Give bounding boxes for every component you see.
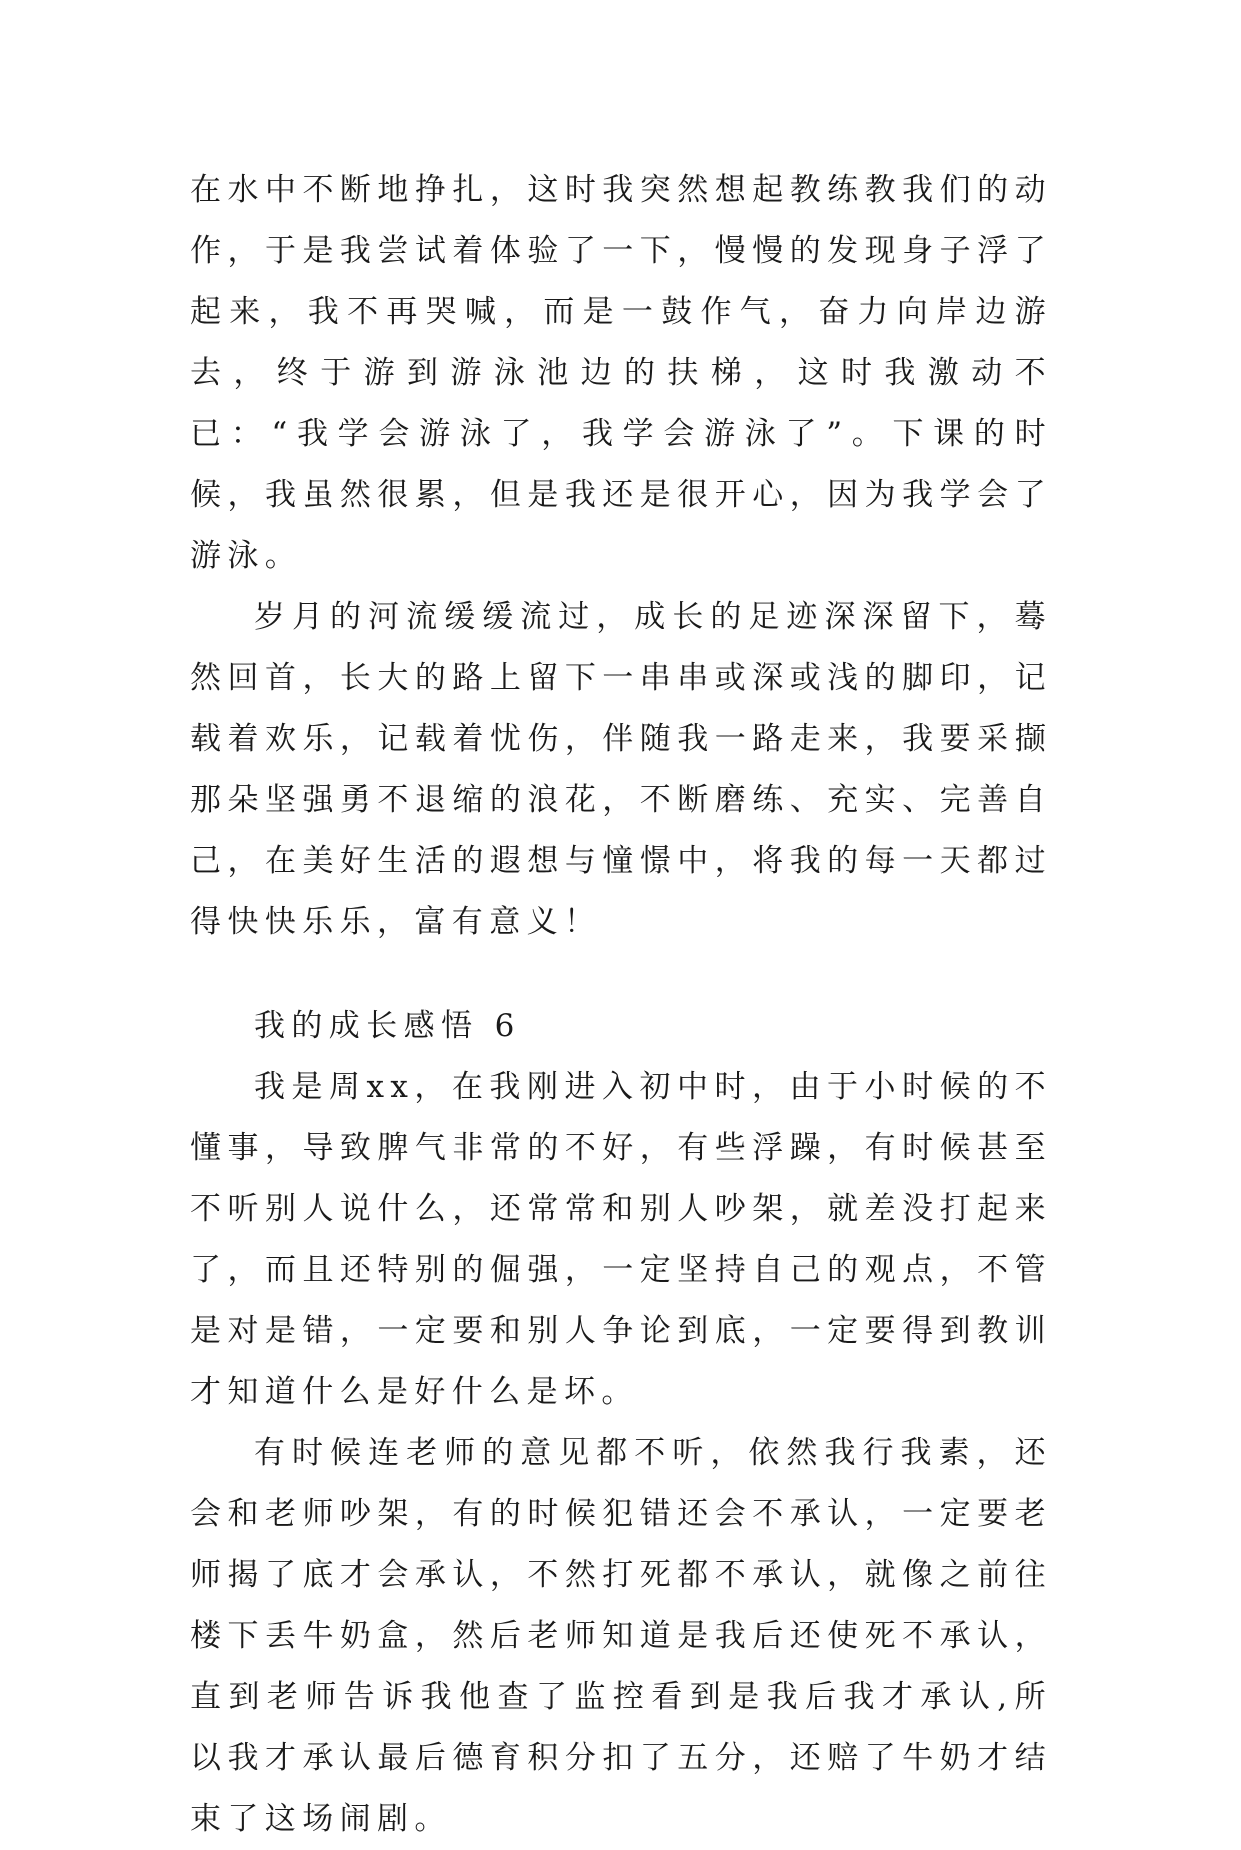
paragraph-reflection: 岁月的河流缓缓流过，成长的足迹深深留下，蓦然回首，长大的路上留下一串串或深或浅的脚印，记载着欢乐，记载着忧伤，伴随我一路走来，我要采撷那朵坚强勇不退缩的浪花，不断磨练、充实、完善自己，在美好生活的遐想与憧憬中，将我的每一天都过得快快乐乐，富有意义！ <box>190 599 1052 940</box>
paragraph-intro: 我是周xx，在我刚进入初中时，由于小时候的不懂事，导致脾气非常的不好，有些浮躁，有时候甚至不听别人说什么，还常常和别人吵架，就差没打起来了，而且还特别的倔强，一定坚持自己的观点，不管是对是错，一定要和别人争论到底，一定要得到教训才知道什么是好什么是坏。 <box>190 1069 1052 1410</box>
document-body <box>190 160 1052 1850</box>
section-title: 我的成长感悟 6 <box>254 1008 521 1044</box>
paragraph-teacher: 有时候连老师的意见都不听，依然我行我素，还会和老师吵架，有的时候犯错还会不承认，一定要老师揭了底才会承认，不然打死都不承认，就像之前往楼下丢牛奶盒，然后老师知道是我后还使死不承认，直到老师告诉我他查了监控看到是我后我才承认,所以我才承认最后德育积分扣了五分，还赔了牛奶才结束了这场闹剧。 <box>190 1435 1052 1837</box>
paragraph-swimming-continued: 在水中不断地挣扎，这时我突然想起教练教我们的动作，于是我尝试着体验了一下，慢慢的发现身子浮了起来，我不再哭喊，而是一鼓作气，奋力向岸边游去，终于游到游泳池边的扶梯，这时我激动不已：“我学会游泳了，我学会游泳了”。下课的时候，我虽然很累，但是我还是很开心，因为我学会了游泳。 <box>190 172 1052 574</box>
section-spacer <box>190 953 1052 996</box>
